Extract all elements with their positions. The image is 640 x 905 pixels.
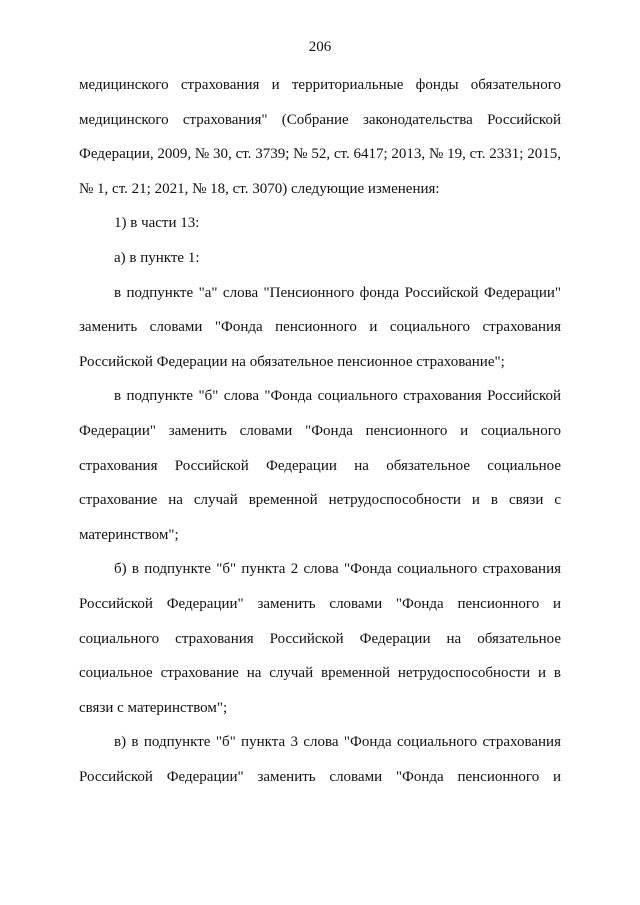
paragraph-item-1: 1) в части 13: (114, 215, 200, 232)
page-number: 206 (308, 39, 332, 55)
paragraph-subitem-b: в подпункте "б" слова "Фонда социального страхования Российской Федерации" заменить словами "Фонда пенсионного и социального страхования Российской Федерации на обязательное социальное страхование на случай временной нетрудоспособности и в связи с материнством"; (79, 388, 561, 543)
paragraph-item-b: б) в подпункте "б" пункта 2 слова "Фонда социального страхования Российской Федерации" заменить словами "Фонда пенсионного и социального страхования Российской Федерации на обязательное социальное страхование на случай временной нетрудоспособности и в связи с материнством"; (79, 561, 561, 716)
paragraph-subitem-a: в подпункте "а" слова "Пенсионного фонда Российской Федерации" заменить словами "Фонда пенсионного и социального страхования Российской Федерации на обязательное пенсионное страхование"; (79, 284, 561, 370)
paragraph-continuation: медицинского страхования и территориальные фонды обязательного медицинского страхования" (Собрание законодательства Российской Федерации, 2009, № 30, ст. 3739; № 52, ст. 6417; 2013, № 19, ст. 2331; 2015, № 1, ст. 21; 2021, № 18, ст. 3070) следующие изменения: (79, 77, 561, 197)
paragraph-item-v: в) в подпункте "б" пункта 3 слова "Фонда социального страхования Российской Федерации" заменить словами "Фонда пенсионного и (79, 734, 561, 785)
paragraph-item-a: а) в пункте 1: (114, 249, 200, 266)
document-body (79, 68, 561, 794)
